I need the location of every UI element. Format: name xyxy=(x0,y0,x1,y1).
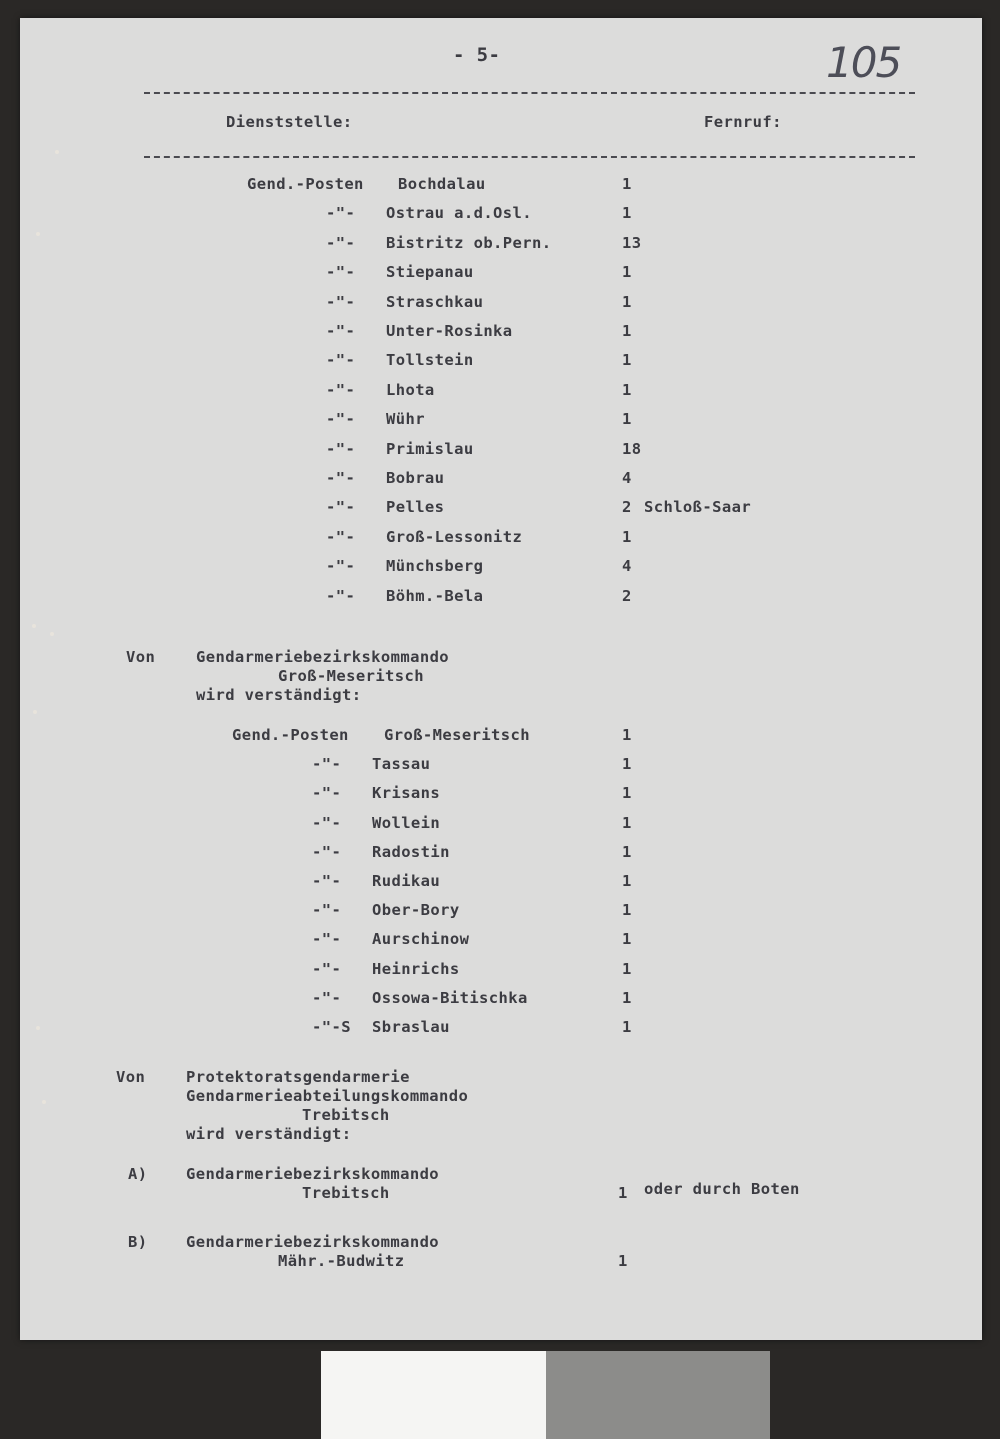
posten-prefix: -"- xyxy=(326,351,356,370)
posten-prefix: -"- xyxy=(326,292,356,311)
phone-number: 1 xyxy=(622,784,632,803)
posten-prefix: -"- xyxy=(326,410,356,429)
phone-number: 1 xyxy=(622,1018,632,1036)
header-rule xyxy=(144,156,915,158)
phone-number: 1 xyxy=(622,351,632,370)
posten-prefix: -"- xyxy=(326,263,356,282)
item-b-letter: B) xyxy=(128,1233,148,1251)
posten-prefix: -"- xyxy=(326,586,356,605)
posten-prefix: -"- xyxy=(312,784,342,803)
posten-place: Bobrau xyxy=(386,469,445,487)
posten-prefix: -"- xyxy=(326,204,356,223)
phone-number: 1 xyxy=(622,292,632,311)
white-patch xyxy=(321,1351,546,1439)
section-2-place: Groß-Meseritsch xyxy=(278,667,424,685)
section-3-line1: Protektoratsgendarmerie xyxy=(186,1068,410,1086)
posten-place: Ossowa-Bitischka xyxy=(372,988,528,1007)
posten-place: Rudikau xyxy=(372,872,441,890)
phone-number: 1 xyxy=(622,410,632,429)
posten-place: Bistritz ob.Pern. xyxy=(386,233,552,252)
posten-place: Heinrichs xyxy=(372,959,460,978)
item-b-line1: Gendarmeriebezirkskommando xyxy=(186,1233,440,1251)
phone-number: 18 xyxy=(622,439,642,458)
section-2-command: Gendarmeriebezirkskommando xyxy=(196,648,450,666)
posten-prefix: -"- xyxy=(326,527,356,546)
phone-number: 13 xyxy=(622,233,642,252)
section-3-line2: Gendarmerieabteilungskommando xyxy=(186,1087,469,1105)
posten-place: Wühr xyxy=(386,410,425,429)
posten-place: Bochdalau xyxy=(398,175,486,193)
top-rule xyxy=(144,92,915,94)
document-page xyxy=(20,18,982,1340)
posten-prefix: -"- xyxy=(312,755,342,774)
section-3-von: Von xyxy=(116,1068,146,1086)
posten-place: Straschkau xyxy=(386,292,484,311)
section-3-line3: Trebitsch xyxy=(302,1106,390,1124)
posten-prefix: -"- xyxy=(326,498,356,517)
posten-prefix: -"- xyxy=(326,322,356,340)
posten-prefix: -"- xyxy=(326,469,356,487)
handwritten-folio-number: 105 xyxy=(826,38,901,87)
phone-note: Schloß-Saar xyxy=(644,498,752,517)
phone-number: 1 xyxy=(622,204,632,223)
posten-prefix: -"- xyxy=(312,872,342,890)
posten-place: Groß-Meseritsch xyxy=(384,726,530,744)
phone-number: 2 xyxy=(622,498,632,517)
phone-number: 1 xyxy=(622,988,632,1007)
phone-number: 1 xyxy=(622,175,632,193)
posten-prefix: -"- xyxy=(326,233,356,252)
item-b-line2: Mähr.-Budwitz xyxy=(278,1252,405,1270)
phone-number: 1 xyxy=(622,842,632,861)
item-a-line2: Trebitsch xyxy=(302,1184,390,1202)
posten-place: Radostin xyxy=(372,842,450,861)
posten-place: Groß-Lessonitz xyxy=(386,527,523,546)
section-2-von: Von xyxy=(126,648,156,666)
posten-prefix: -"- xyxy=(312,959,342,978)
posten-place: Primislau xyxy=(386,439,474,458)
item-a-number: 1 xyxy=(618,1184,628,1202)
phone-number: 1 xyxy=(622,322,632,340)
posten-place: Sbraslau xyxy=(372,1018,450,1036)
posten-place: Aurschinow xyxy=(372,930,470,949)
item-b-number: 1 xyxy=(618,1252,628,1270)
phone-number: 1 xyxy=(622,959,632,978)
phone-number: 2 xyxy=(622,586,632,605)
posten-place: Münchsberg xyxy=(386,557,484,576)
posten-prefix: Gend.-Posten xyxy=(232,726,349,744)
posten-place: Ober-Bory xyxy=(372,901,460,920)
phone-number: 1 xyxy=(622,813,632,832)
posten-place: Pelles xyxy=(386,498,445,517)
phone-number: 1 xyxy=(622,901,632,920)
posten-prefix: -"- xyxy=(326,380,356,399)
grey-patch xyxy=(546,1351,770,1439)
phone-number: 4 xyxy=(622,557,632,576)
posten-place: Tassau xyxy=(372,755,431,774)
phone-number: 4 xyxy=(622,469,632,487)
phone-number: 1 xyxy=(622,930,632,949)
posten-prefix: -"- xyxy=(326,557,356,576)
posten-place: Ostrau a.d.Osl. xyxy=(386,204,532,223)
phone-number: 1 xyxy=(622,527,632,546)
posten-place: Lhota xyxy=(386,380,435,399)
section-3-notified: wird verständigt: xyxy=(186,1125,352,1143)
column-header-phone: Fernruf: xyxy=(704,113,782,131)
posten-prefix: -"- xyxy=(312,813,342,832)
item-a-letter: A) xyxy=(128,1165,148,1183)
posten-prefix: -"- xyxy=(312,842,342,861)
posten-prefix: -"-S xyxy=(312,1018,351,1036)
column-header-office: Dienststelle: xyxy=(226,113,353,131)
page-number: - 5- xyxy=(453,44,501,66)
phone-number: 1 xyxy=(622,263,632,282)
posten-place: Böhm.-Bela xyxy=(386,586,484,605)
item-a-note: oder durch Boten xyxy=(644,1180,800,1198)
grey-card-calibration-target xyxy=(321,1351,770,1439)
posten-prefix: -"- xyxy=(312,901,342,920)
posten-prefix: Gend.-Posten xyxy=(247,175,364,193)
posten-place: Unter-Rosinka xyxy=(386,322,513,340)
phone-number: 1 xyxy=(622,380,632,399)
item-a-line1: Gendarmeriebezirkskommando xyxy=(186,1165,440,1183)
posten-place: Stiepanau xyxy=(386,263,474,282)
section-2-notified: wird verständigt: xyxy=(196,686,362,704)
phone-number: 1 xyxy=(622,726,632,744)
posten-prefix: -"- xyxy=(312,988,342,1007)
posten-prefix: -"- xyxy=(326,439,356,458)
posten-place: Tollstein xyxy=(386,351,474,370)
posten-place: Wollein xyxy=(372,813,441,832)
posten-place: Krisans xyxy=(372,784,441,803)
phone-number: 1 xyxy=(622,872,632,890)
phone-number: 1 xyxy=(622,755,632,774)
posten-prefix: -"- xyxy=(312,930,342,949)
